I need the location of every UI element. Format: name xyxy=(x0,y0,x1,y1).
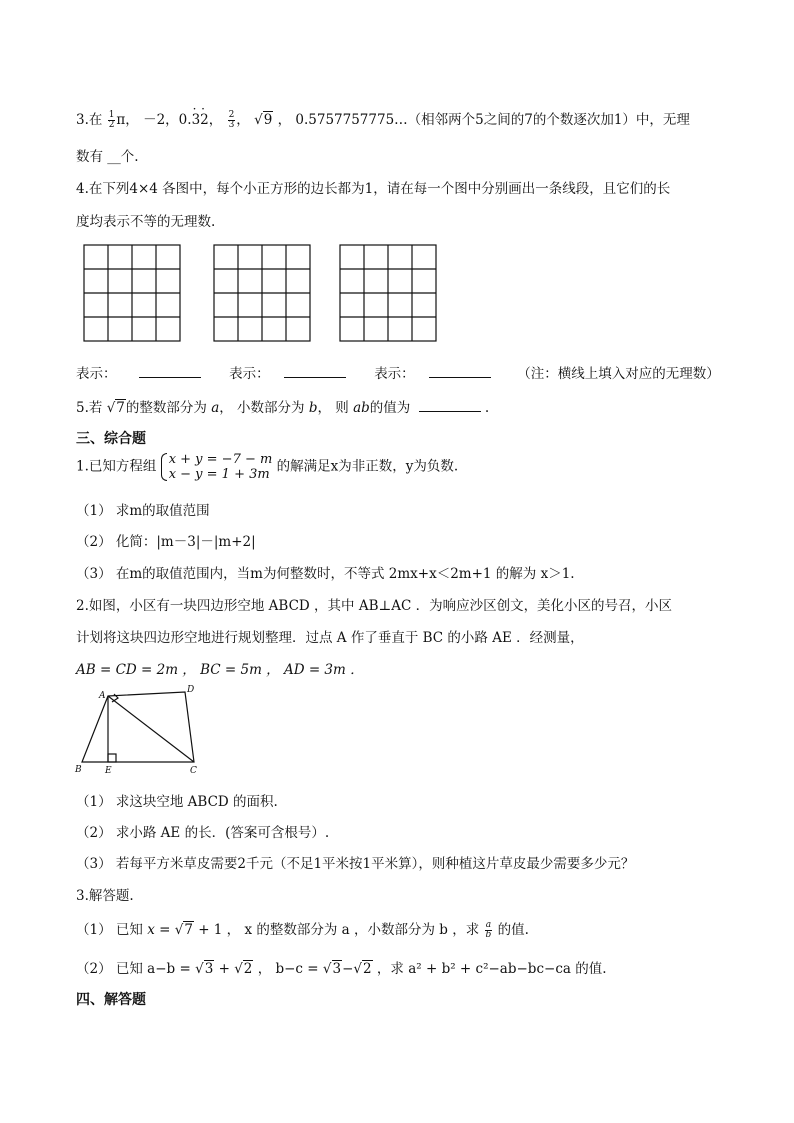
fraction-two-thirds: $\frac{2}{3}$ xyxy=(228,110,235,130)
section-three-title: 三、综合题 xyxy=(76,431,146,447)
q5-line: 5.若 √7的整数部分为 a， 小数部分为 b， 则 ab的值为 . xyxy=(76,396,489,416)
sqrt-3: √3 xyxy=(322,961,342,977)
sqrt-2: √2 xyxy=(234,961,253,977)
fraction-one-half: $\frac{1}{2}$ xyxy=(108,110,115,130)
q3-prefix: 3.在 xyxy=(76,112,103,128)
p2-line1: 2.如图，小区有一块四边形空地 ABCD ，其中 AB⊥AC ．为响应沙区创文，美化小区的号召，小区 xyxy=(76,598,673,614)
p2-line2: 计划将这块四边形空地进行规划整理．过点 A 作了垂直于 BC 的小路 AE ．经测量， xyxy=(76,630,584,646)
p3-sub1: （1） 已知 x = √7 + 1 ， x 的整数部分为 a ，小数部分为 b ，求 $\frac{a}{b}$ 的值. xyxy=(76,920,529,940)
section-four-title: 四、解答题 xyxy=(76,992,146,1008)
label-E: E xyxy=(105,766,112,776)
p1-line: 1.已知方程组 x + y = −7 − m x − y = 1 + 3m 的解满足x为非正数，y为负数. xyxy=(76,452,459,482)
p1-sub3: （3） 在m的取值范围内，当m为何整数时，不等式 2mx+x＜2m+1 的解为 x＞1. xyxy=(76,566,575,582)
label-D: D xyxy=(187,685,195,695)
sqrt-7: √7 xyxy=(174,922,193,938)
p3-sub2: （2） 已知 a−b = √3 + √2 ， b−c = √3−√2 ，求 a² + b² + c²−ab−bc−ca 的值. xyxy=(76,961,607,977)
quadrilateral-figure xyxy=(72,684,202,776)
answer-blank-1[interactable] xyxy=(139,363,201,378)
p2-sub1: （1） 求这块空地 ABCD 的面积. xyxy=(76,794,278,810)
p2-sub3: （3） 若每平方米草皮需要2千元（不足1平米按1平米算），则种植这片草皮最少需要多少元？ xyxy=(76,856,635,872)
p2-sub2: （2） 求小路 AE 的长．(答案可含根号）. xyxy=(76,825,330,841)
sqrt-9: √9 xyxy=(254,112,273,128)
p2-line3: AB = CD = 2m ， BC = 5m ， AD = 3m ． xyxy=(76,662,364,678)
q4-answer-row: 表示： 表示： 表示： （注：横线上填入对应的无理数） xyxy=(76,362,720,382)
repeating-digit: · 2 xyxy=(200,112,209,128)
answer-blank-q5[interactable] xyxy=(419,397,481,412)
sqrt-7: √7 xyxy=(106,400,125,416)
q4-line2: 度均表示不等的无理数. xyxy=(76,214,216,230)
answer-blank-3[interactable] xyxy=(429,363,491,378)
p3-title: 3.解答题. xyxy=(76,888,134,904)
sqrt-2: √2 xyxy=(353,961,372,977)
grid-4x4-3 xyxy=(339,244,437,342)
fraction-a-over-b: $\frac{a}{b}$ xyxy=(485,920,492,940)
grid-4x4-1 xyxy=(83,244,181,342)
q3-line2: 数有 __个. xyxy=(76,149,139,165)
sqrt-3: √3 xyxy=(195,961,214,977)
label-B: B xyxy=(75,765,82,775)
label-A: A xyxy=(99,691,106,701)
answer-blank-2[interactable] xyxy=(284,363,346,378)
equation-system: x + y = −7 − m x − y = 1 + 3m xyxy=(161,452,273,482)
grid-4x4-2 xyxy=(213,244,311,342)
repeating-digit: · 3 xyxy=(192,112,201,128)
label-C: C xyxy=(190,766,197,776)
q4-line1: 4.在下列4×4 各图中，每个小正方形的边长都为1，请在每一个图中分别画出一条线段，且它们的长 xyxy=(76,181,671,197)
p1-sub1: （1） 求m的取值范围 xyxy=(76,503,210,519)
p1-sub2: （2） 化简：|m－3|－|m+2| xyxy=(76,534,256,550)
q3-line1: 3.在 $\frac{1}{2}$ π， －2，0.· 3· 2， $\frac{2}{3}$ ， √9 ， 0.5757757775…（相邻两个5之间的7的个数逐次加1）中，无理 xyxy=(76,108,690,130)
